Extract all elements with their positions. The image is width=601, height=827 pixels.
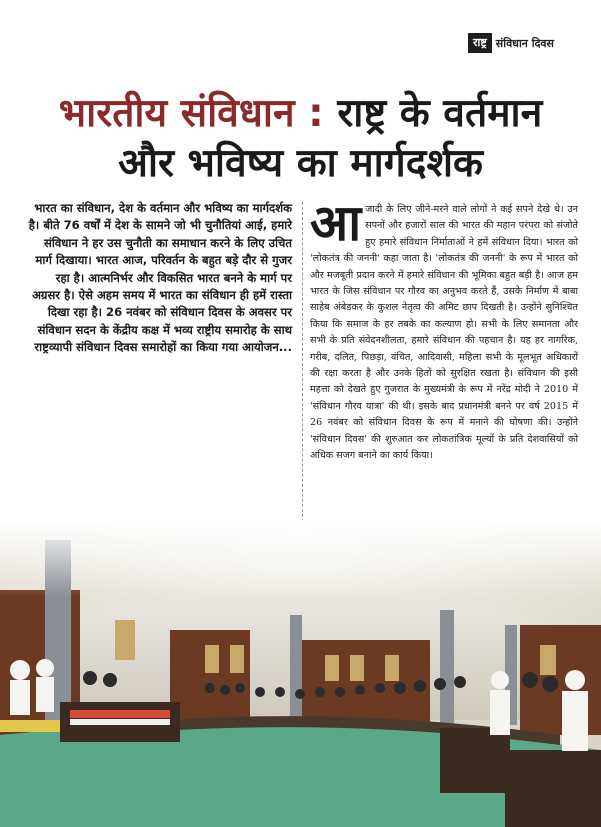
article-text: जादी के लिए जीने-मरने वाले लोगों ने कई सपने देखे थे। उन सपनों और हजारों साल की भारत की महान परंपरा को संजोते हुए हमारे संविधान निर्माताओं ने हमें संविधान दिया। भारत को 'लोकतंत्र की जननी' कहा जाता है। 'लोकतंत्र की जननी' के रूप में भारत को और मजबूती प्रदान करने में हमारे संविधान की भूमिका बहुत बड़ी है। आज हम भारत के जिस संविधान पर गौरव का अनुभव करते हैं, उसके निर्माण में बाबा साहेब अंबेडकर के कुशल नेतृत्व की अमिट छाप दिखती है। उन्होंने सुनिश्चित किया कि समाज के हर तबके का कल्याण हो। सभी के लिए समानता और सभी के प्रति संवेदनशीलता, हमारे संविधान की पहचान है। यह हर नागरिक, गरीब, दलित, पिछड़ा, वंचित, आदिवासी, महिला सभी के मूलभूत अधिकारों की रक्षा करता है और उनके हितों को सुरक्षित रखता है। संविधान की इसी महत्ता को देखते हुए गुजरात के मुख्यमंत्री के रूप में नरेंद्र मोदी ने 2010 में 'संविधान गौरव यात्रा' की थी। इसके बाद प्रधानमंत्री बनने पर वर्ष 2015 में 26 नवंबर को संविधान दिवस के रूप में मनाने की घोषणा की। उन्होंने 'संविधान दिवस' की शुरुआत कर लोकतांत्रिक मूल्यों के प्रति देशवासियों को अधिक सजग बनाने का कार्य किया। [310, 204, 578, 462]
section-tag [468, 33, 554, 53]
column-divider [302, 202, 304, 527]
section-tag-secondary: संविधान दिवस [495, 36, 554, 50]
article-body [310, 194, 578, 465]
drop-cap: आ [310, 194, 362, 252]
intro-paragraph: भारत का संविधान, देश के वर्तमान और भविष्य का मार्गदर्शक है। बीते 76 वर्षों में देश के सामने जो भी चुनौतियां आई, हमारे संविधान ने हर उस चुनौती का समाधान करने के लिए उचित मार्ग दिखाया। भारत आज, परिवर्तन के बहुत बड़े दौर से गुजर रहा है। आत्मनिर्भर और विकसित भारत बनने के मार्ग पर अग्रसर है। ऐसे अहम समय में भारत का संविधान ही हमें रास्ता दिखा रहा है। 26 नवंबर को संविधान दिवस के अवसर पर संविधान सदन के केंद्रीय कक्ष में भव्य राष्ट्रीय समारोह के साथ राष्ट्रव्यापी संविधान दिवस समारोहों का किया गया आयोजन... [28, 201, 292, 355]
central-hall-photo [0, 520, 601, 827]
headline-main: राष्ट्र के वर्तमान [337, 91, 543, 136]
headline-line-2: और भविष्य का मार्गदर्शक [118, 141, 483, 186]
headline-line-1 [0, 90, 601, 138]
section-tag-primary: राष्ट्र [468, 33, 492, 53]
headline-accent: भारतीय संविधान : [58, 91, 338, 136]
